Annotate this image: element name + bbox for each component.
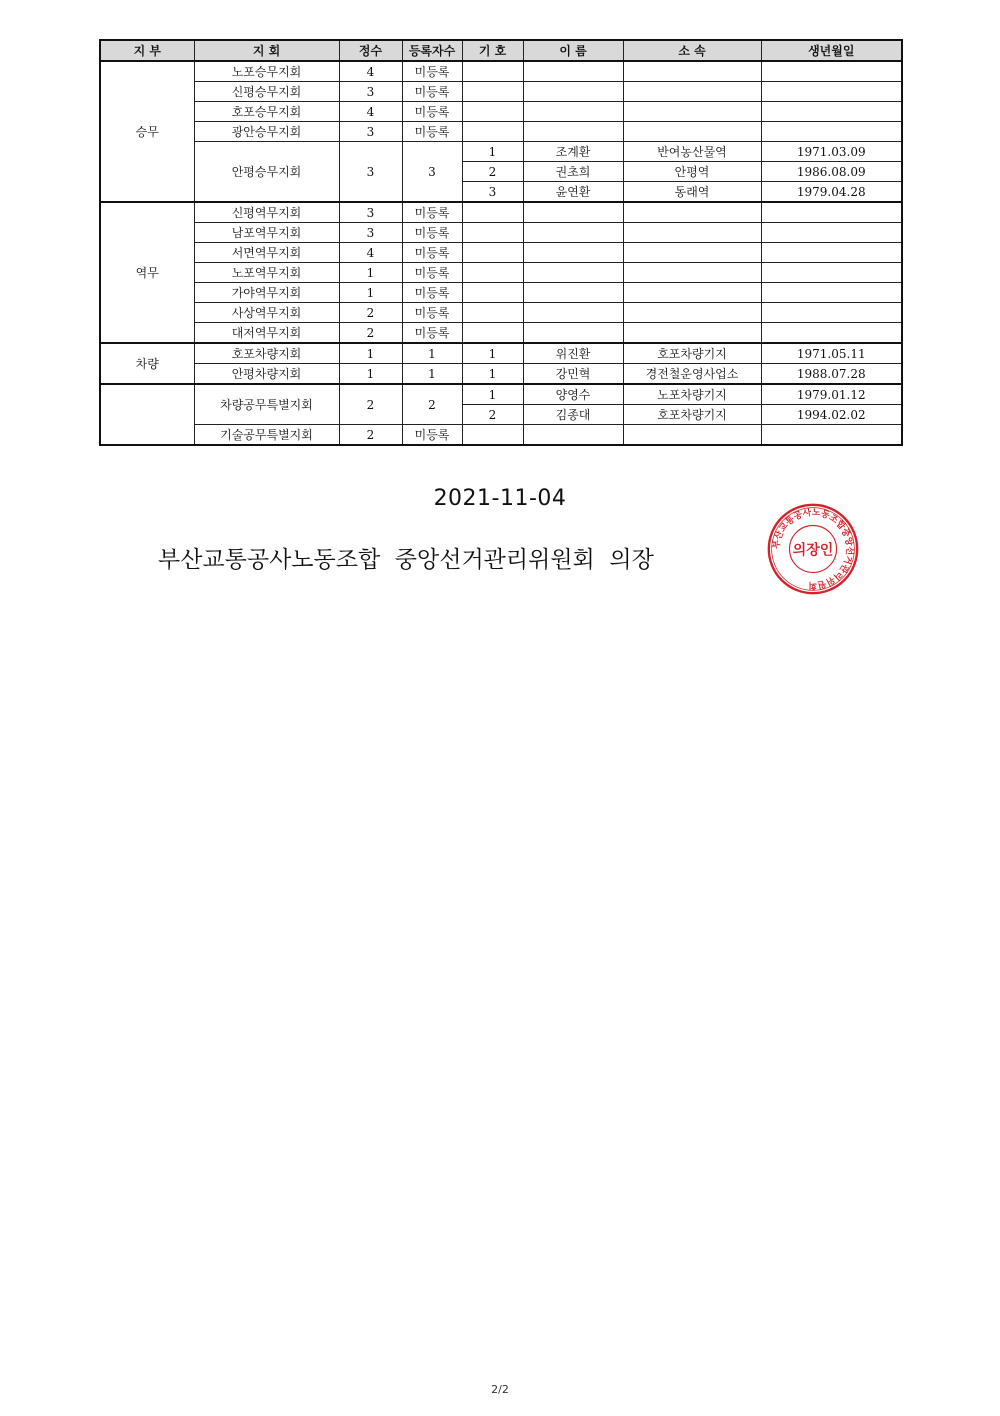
candidate-birthdate: 1979.04.28 [761, 182, 902, 203]
registered-cell: 미등록 [402, 425, 462, 446]
empty-cell [761, 122, 902, 142]
branch-name: 광안승무지회 [194, 122, 339, 142]
candidate-affiliation: 노포차량기지 [623, 384, 761, 405]
candidate-number: 2 [462, 405, 523, 425]
empty-cell [623, 61, 761, 82]
quota-cell: 4 [339, 61, 402, 82]
branch-name: 대저역무지회 [194, 323, 339, 344]
branch-name: 신평승무지회 [194, 82, 339, 102]
table-row [100, 82, 902, 102]
candidate-birthdate: 1971.05.11 [761, 343, 902, 364]
empty-cell [761, 82, 902, 102]
candidate-number: 1 [462, 343, 523, 364]
candidate-name: 윤연환 [523, 182, 623, 203]
empty-cell [523, 243, 623, 263]
empty-cell [623, 303, 761, 323]
candidate-name: 김종대 [523, 405, 623, 425]
table-row [100, 243, 902, 263]
table-row [100, 323, 902, 344]
table-header-row [100, 40, 902, 61]
candidate-birthdate: 1994.02.02 [761, 405, 902, 425]
candidate-name: 위진환 [523, 343, 623, 364]
branch-name: 가야역무지회 [194, 283, 339, 303]
branch-name: 신평역무지회 [194, 202, 339, 223]
branch-name: 노포역무지회 [194, 263, 339, 283]
empty-cell [761, 223, 902, 243]
table-row [100, 142, 902, 162]
column-header: 기 호 [462, 40, 523, 61]
empty-cell [523, 122, 623, 142]
empty-cell [761, 425, 902, 446]
registered-cell: 미등록 [402, 323, 462, 344]
quota-cell: 3 [339, 223, 402, 243]
registered-cell: 미등록 [402, 283, 462, 303]
candidate-affiliation: 호포차량기지 [623, 405, 761, 425]
empty-cell [523, 283, 623, 303]
candidate-number: 1 [462, 142, 523, 162]
empty-cell [462, 202, 523, 223]
empty-cell [523, 223, 623, 243]
document-date: 2021-11-04 [433, 486, 567, 511]
registered-cell: 미등록 [402, 202, 462, 223]
branch-name: 차량공무특별지회 [194, 384, 339, 425]
candidate-affiliation: 경전철운영사업소 [623, 364, 761, 385]
candidate-name: 권초희 [523, 162, 623, 182]
column-header: 이 름 [523, 40, 623, 61]
branch-name: 서면역무지회 [194, 243, 339, 263]
table-row [100, 102, 902, 122]
empty-cell [462, 283, 523, 303]
registered-cell: 1 [402, 343, 462, 364]
column-header: 생년월일 [761, 40, 902, 61]
candidate-number: 3 [462, 182, 523, 203]
candidate-name: 조계환 [523, 142, 623, 162]
empty-cell [761, 263, 902, 283]
empty-cell [462, 263, 523, 283]
empty-cell [462, 102, 523, 122]
empty-cell [623, 223, 761, 243]
candidate-name: 양영수 [523, 384, 623, 405]
section-name: 승무 [100, 61, 194, 202]
quota-cell: 1 [339, 364, 402, 385]
empty-cell [761, 61, 902, 82]
quota-cell: 4 [339, 102, 402, 122]
quota-cell: 4 [339, 243, 402, 263]
table-row [100, 223, 902, 243]
empty-cell [761, 283, 902, 303]
candidate-number: 1 [462, 384, 523, 405]
candidate-birthdate: 1979.01.12 [761, 384, 902, 405]
signature-line: 부산교통공사노동조합 중앙선거관리위원회 의장 [158, 547, 654, 573]
empty-cell [523, 61, 623, 82]
empty-cell [462, 303, 523, 323]
branch-name: 안평승무지회 [194, 142, 339, 203]
empty-cell [761, 102, 902, 122]
column-header: 소 속 [623, 40, 761, 61]
empty-cell [462, 425, 523, 446]
registered-cell: 2 [402, 384, 462, 425]
official-seal-icon [766, 502, 860, 596]
quota-cell: 2 [339, 425, 402, 446]
table-row [100, 263, 902, 283]
column-header: 등록자수 [402, 40, 462, 61]
section-name: 역무 [100, 202, 194, 343]
empty-cell [761, 323, 902, 344]
branch-name: 기술공무특별지회 [194, 425, 339, 446]
branch-name: 안평차량지회 [194, 364, 339, 385]
quota-cell: 2 [339, 323, 402, 344]
candidate-number: 1 [462, 364, 523, 385]
candidate-table [99, 39, 903, 446]
quota-cell: 2 [339, 303, 402, 323]
empty-cell [523, 425, 623, 446]
candidate-affiliation: 반여농산물역 [623, 142, 761, 162]
column-header: 정수 [339, 40, 402, 61]
empty-cell [462, 61, 523, 82]
table-row [100, 61, 902, 82]
empty-cell [623, 82, 761, 102]
quota-cell: 3 [339, 122, 402, 142]
branch-name: 노포승무지회 [194, 61, 339, 82]
empty-cell [523, 82, 623, 102]
candidate-affiliation: 호포차량기지 [623, 343, 761, 364]
empty-cell [462, 122, 523, 142]
candidate-number: 2 [462, 162, 523, 182]
branch-name: 호포승무지회 [194, 102, 339, 122]
empty-cell [623, 122, 761, 142]
registered-cell: 미등록 [402, 303, 462, 323]
registered-cell: 미등록 [402, 223, 462, 243]
column-header: 지 부 [100, 40, 194, 61]
table-row [100, 122, 902, 142]
svg-text:의장인: 의장인 [792, 542, 834, 559]
empty-cell [462, 82, 523, 102]
quota-cell: 1 [339, 343, 402, 364]
empty-cell [523, 323, 623, 344]
branch-name: 사상역무지회 [194, 303, 339, 323]
registered-cell: 미등록 [402, 243, 462, 263]
empty-cell [462, 323, 523, 344]
candidate-birthdate: 1986.08.09 [761, 162, 902, 182]
empty-cell [623, 323, 761, 344]
empty-cell [623, 283, 761, 303]
empty-cell [623, 425, 761, 446]
empty-cell [523, 263, 623, 283]
empty-cell [761, 303, 902, 323]
table-row [100, 343, 902, 364]
table-row [100, 384, 902, 405]
quota-cell: 3 [339, 142, 402, 203]
quota-cell: 1 [339, 283, 402, 303]
table-row [100, 364, 902, 385]
empty-cell [623, 102, 761, 122]
column-header: 지 회 [194, 40, 339, 61]
table-row [100, 283, 902, 303]
quota-cell: 3 [339, 202, 402, 223]
section-name [100, 384, 194, 445]
quota-cell: 3 [339, 82, 402, 102]
branch-name: 호포차량지회 [194, 343, 339, 364]
empty-cell [623, 202, 761, 223]
table-row [100, 425, 902, 446]
registered-cell: 미등록 [402, 122, 462, 142]
registered-cell: 미등록 [402, 82, 462, 102]
branch-name: 남포역무지회 [194, 223, 339, 243]
page-number: 2/2 [491, 1383, 509, 1396]
registered-cell: 미등록 [402, 61, 462, 82]
candidate-affiliation: 동래역 [623, 182, 761, 203]
registered-cell: 미등록 [402, 263, 462, 283]
table-body [100, 61, 902, 445]
quota-cell: 2 [339, 384, 402, 425]
svg-text:부산교통공사노동조합중앙선거관리위원회: 부산교통공사노동조합중앙선거관리위원회 [771, 507, 855, 590]
candidate-name: 강민혁 [523, 364, 623, 385]
table-row [100, 303, 902, 323]
empty-cell [523, 303, 623, 323]
empty-cell [523, 202, 623, 223]
empty-cell [462, 223, 523, 243]
empty-cell [761, 243, 902, 263]
empty-cell [523, 102, 623, 122]
candidate-affiliation: 안평역 [623, 162, 761, 182]
empty-cell [462, 243, 523, 263]
empty-cell [761, 202, 902, 223]
table-row [100, 202, 902, 223]
candidate-birthdate: 1971.03.09 [761, 142, 902, 162]
section-name: 차량 [100, 343, 194, 384]
registered-cell: 3 [402, 142, 462, 203]
quota-cell: 1 [339, 263, 402, 283]
empty-cell [623, 263, 761, 283]
registered-cell: 미등록 [402, 102, 462, 122]
registered-cell: 1 [402, 364, 462, 385]
candidate-birthdate: 1988.07.28 [761, 364, 902, 385]
empty-cell [623, 243, 761, 263]
